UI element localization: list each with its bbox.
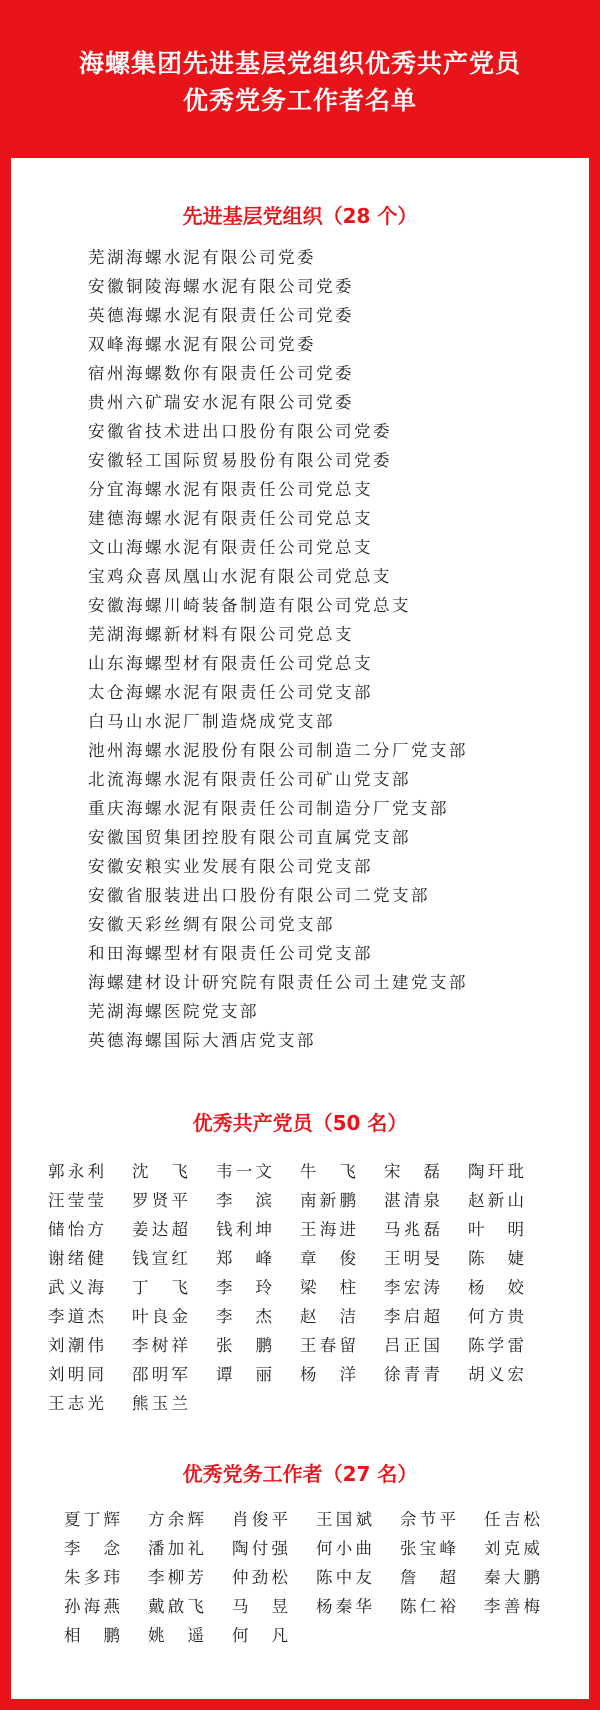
- organization-item: 海螺建材设计研究院有限责任公司土建党支部: [88, 973, 468, 992]
- organization-item: 安徽省技术进出口股份有限公司党委: [88, 422, 392, 441]
- organization-item: 安徽省服装进出口股份有限公司二党支部: [88, 886, 430, 905]
- section-heading-workers: 优秀党务工作者（27 名）: [182, 1462, 418, 1486]
- organization-item: 双峰海螺水泥有限公司党委: [88, 335, 316, 354]
- organization-list: [88, 243, 468, 1055]
- workers-name-grid: [64, 1505, 540, 1650]
- member-name: 湛 清 泉: [384, 1191, 440, 1210]
- organization-item: 山东海螺型材有限责任公司党总支: [88, 654, 373, 673]
- page-title-line2: 优秀党务工作者名单: [182, 86, 417, 115]
- organization-item: 建德海螺水泥有限责任公司党总支: [88, 509, 373, 528]
- member-name: 张 鹏: [216, 1336, 272, 1355]
- member-name: 武 义 海: [48, 1278, 104, 1297]
- worker-name: 夏 丁 辉: [64, 1510, 120, 1529]
- member-name: 郭 永 利: [48, 1162, 104, 1181]
- member-name: 钱 利 坤: [216, 1220, 272, 1239]
- section-heading-organizations: 先进基层党组织（28 个）: [182, 204, 418, 228]
- organization-item: 安徽国贸集团控股有限公司直属党支部: [88, 828, 411, 847]
- worker-name: 陶 付 强: [232, 1539, 288, 1558]
- member-name: 牛 飞: [300, 1162, 356, 1181]
- member-name: 陈 婕: [468, 1249, 524, 1268]
- worker-name: 朱 多 玮: [64, 1568, 120, 1587]
- member-name: 姜 达 超: [132, 1220, 188, 1239]
- member-name: 宋 磊: [384, 1162, 440, 1181]
- worker-name: 杨 秦 华: [316, 1597, 372, 1616]
- member-name: 吕 正 国: [384, 1336, 440, 1355]
- member-name: 李 杰: [216, 1307, 272, 1326]
- member-name: 杨 姣: [468, 1278, 524, 1297]
- worker-name: 仲 劲 松: [232, 1568, 288, 1587]
- member-name: 韦 一 文: [216, 1162, 272, 1181]
- member-name: 王 海 进: [300, 1220, 356, 1239]
- worker-name: 李 念: [64, 1539, 120, 1558]
- organization-item: 宿州海螺数你有限责任公司党委: [88, 364, 354, 383]
- member-name: 谢 绪 健: [48, 1249, 104, 1268]
- member-name: 马 兆 磊: [384, 1220, 440, 1239]
- worker-name: 陈 仁 裕: [400, 1597, 456, 1616]
- organization-item: 安徽轻工国际贸易股份有限公司党委: [88, 451, 392, 470]
- worker-name: 李 柳 芳: [148, 1568, 204, 1587]
- worker-name: 肖 俊 平: [232, 1510, 288, 1529]
- worker-name: 姚 遥: [148, 1626, 204, 1645]
- organization-item: 安徽天彩丝绸有限公司党支部: [88, 915, 335, 934]
- worker-name: 孙 海 燕: [64, 1597, 120, 1616]
- organization-item: 分宜海螺水泥有限责任公司党总支: [88, 480, 373, 499]
- worker-name: 潘 加 礼: [148, 1539, 204, 1558]
- organization-item: 北流海螺水泥有限责任公司矿山党支部: [88, 770, 411, 789]
- page-title-line1: 海螺集团先进基层党组织优秀共产党员: [78, 49, 521, 78]
- member-name: 李 启 超: [384, 1307, 440, 1326]
- worker-name: 何 小 曲: [316, 1539, 372, 1558]
- organization-item: 重庆海螺水泥有限责任公司制造分厂党支部: [88, 799, 449, 818]
- worker-name: 马 昱: [232, 1597, 288, 1616]
- organization-item: 芜湖海螺水泥有限公司党委: [88, 248, 316, 267]
- organization-item: 白马山水泥厂制造烧成党支部: [88, 712, 335, 731]
- member-name: 赵 新 山: [468, 1191, 524, 1210]
- worker-name: 戴 啟 飞: [148, 1597, 204, 1616]
- member-name: 罗 贤 平: [132, 1191, 188, 1210]
- member-name: 李 滨: [216, 1191, 272, 1210]
- header-banner: [0, 0, 600, 158]
- worker-name: 刘 克 威: [484, 1539, 540, 1558]
- organization-item: 宝鸡众喜凤凰山水泥有限公司党总支: [88, 567, 392, 586]
- worker-name: 陈 中 友: [316, 1568, 372, 1587]
- member-name: 章 俊: [300, 1249, 356, 1268]
- member-name: 沈 飞: [132, 1162, 188, 1181]
- member-name: 郑 峰: [216, 1249, 272, 1268]
- member-name: 熊 玉 兰: [132, 1394, 188, 1413]
- member-name: 李 树 祥: [132, 1336, 188, 1355]
- member-name: 刘 潮 伟: [48, 1336, 104, 1355]
- member-name: 南 新 鹏: [300, 1191, 356, 1210]
- member-name: 赵 洁: [300, 1307, 356, 1326]
- worker-name: 王 国 斌: [316, 1510, 372, 1529]
- members-name-grid: [48, 1157, 524, 1418]
- member-name: 李 道 杰: [48, 1307, 104, 1326]
- worker-name: 秦 大 鹏: [484, 1568, 540, 1587]
- member-name: 李 玲: [216, 1278, 272, 1297]
- worker-name: 詹 超: [400, 1568, 456, 1587]
- organization-item: 芜湖海螺医院党支部: [88, 1002, 259, 1021]
- worker-name: 李 善 梅: [484, 1597, 540, 1616]
- worker-name: 佘 节 平: [400, 1510, 456, 1529]
- member-name: 陈 学 雷: [468, 1336, 524, 1355]
- member-name: 陶 玕 玭: [468, 1162, 524, 1181]
- member-name: 王 志 光: [48, 1394, 104, 1413]
- organization-item: 文山海螺水泥有限责任公司党总支: [88, 538, 373, 557]
- organization-item: 英德海螺水泥有限责任公司党委: [88, 306, 354, 325]
- member-name: 王 春 留: [300, 1336, 356, 1355]
- organization-item: 池州海螺水泥股份有限公司制造二分厂党支部: [88, 741, 468, 760]
- member-name: 杨 洋: [300, 1365, 356, 1384]
- member-name: 叶 良 金: [132, 1307, 188, 1326]
- worker-name: 何 凡: [232, 1626, 288, 1645]
- member-name: 谭 丽: [216, 1365, 272, 1384]
- member-name: 王 明 旻: [384, 1249, 440, 1268]
- member-name: 何 方 贵: [468, 1307, 524, 1326]
- member-name: 胡 义 宏: [468, 1365, 524, 1384]
- organization-item: 安徽铜陵海螺水泥有限公司党委: [88, 277, 354, 296]
- member-name: 叶 明: [468, 1220, 524, 1239]
- member-name: 邵 明 军: [132, 1365, 188, 1384]
- worker-name: 张 宝 峰: [400, 1539, 456, 1558]
- worker-name: 方 余 辉: [148, 1510, 204, 1529]
- member-name: 丁 飞: [132, 1278, 188, 1297]
- member-name: 李 宏 涛: [384, 1278, 440, 1297]
- worker-name: 任 吉 松: [484, 1510, 540, 1529]
- member-name: 储 怡 方: [48, 1220, 104, 1239]
- section-heading-members: 优秀共产党员（50 名）: [192, 1111, 408, 1135]
- worker-name: 相 鹏: [64, 1626, 120, 1645]
- organization-item: 太仓海螺水泥有限责任公司党支部: [88, 683, 373, 702]
- member-name: 刘 明 同: [48, 1365, 104, 1384]
- organization-item: 英德海螺国际大酒店党支部: [88, 1031, 316, 1050]
- member-name: 汪 莹 莹: [48, 1191, 104, 1210]
- organization-item: 安徽海螺川崎装备制造有限公司党总支: [88, 596, 411, 615]
- member-name: 钱 宣 红: [132, 1249, 188, 1268]
- member-name: 梁 柱: [300, 1278, 356, 1297]
- organization-item: 安徽安粮实业发展有限公司党支部: [88, 857, 373, 876]
- organization-item: 芜湖海螺新材料有限公司党总支: [88, 625, 354, 644]
- member-name: 徐 青 青: [384, 1365, 440, 1384]
- organization-item: 和田海螺型材有限责任公司党支部: [88, 944, 373, 963]
- organization-item: 贵州六矿瑞安水泥有限公司党委: [88, 393, 354, 412]
